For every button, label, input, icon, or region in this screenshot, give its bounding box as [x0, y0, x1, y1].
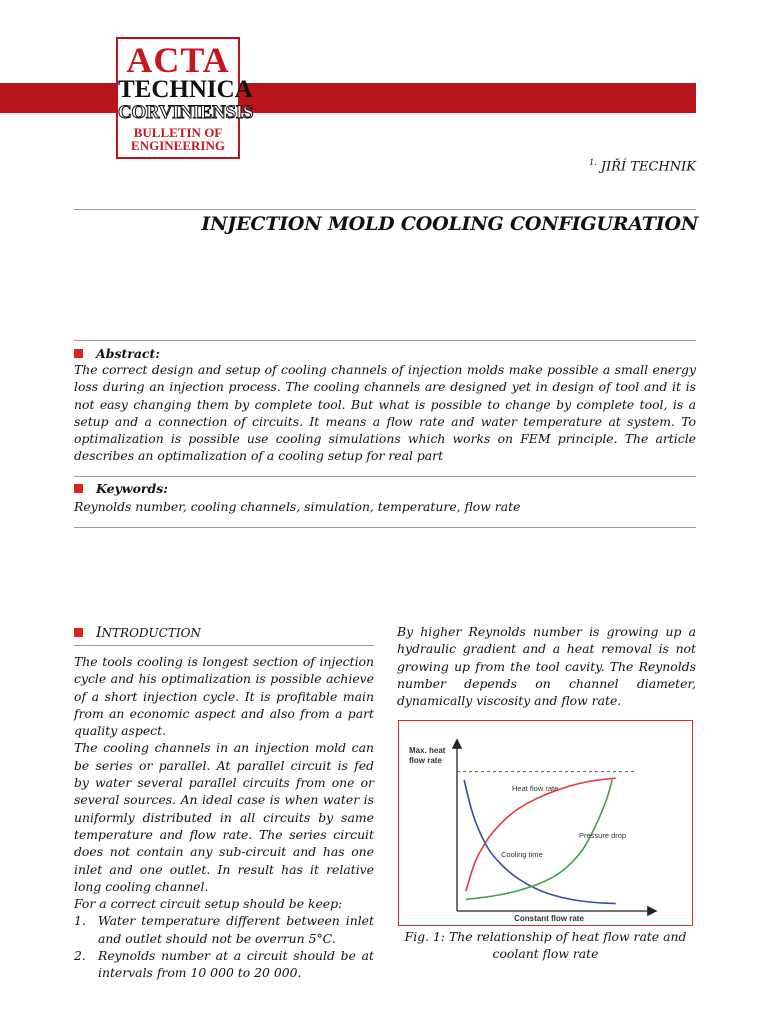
- divider: [74, 645, 374, 646]
- series-label-heat-flow-rate: Heat flow rate: [512, 784, 559, 793]
- introduction-heading-rest: NTRODUCTION: [101, 626, 201, 640]
- header-red-bar: [0, 83, 696, 113]
- logo-bulletin: [118, 126, 238, 152]
- figure-frame: [398, 720, 693, 926]
- keywords-label: Keywords:: [96, 481, 168, 496]
- bullet-square-icon: [74, 484, 83, 493]
- divider: [74, 527, 696, 528]
- figure-caption: Fig. 1: The relationship of heat flow rate and coolant flow rate: [404, 929, 687, 962]
- intro-paragraph-2: The cooling channels in an injection mold can be series or parallel. At parallel circuit is fed by water several parallel circuits from one or several sources. An ideal case is when water is uniformly distributed in all circuits by same temperature and flow rate. The series circuit does not contain any sub-circuit and has one inlet and one outlet. In result has it relative long cooling channel.: [74, 740, 374, 894]
- intro-paragraph-3: For a correct circuit setup should be keep:: [74, 896, 343, 912]
- divider: [74, 340, 696, 341]
- introduction-heading: [96, 625, 201, 641]
- x-axis-label: Constant flow rate: [514, 914, 584, 923]
- list-item-text: Water temperature different between inlet and outlet should not be overrun 5°C.: [98, 913, 374, 946]
- author-superscript: 1.: [589, 158, 597, 167]
- author-name: JIŘÍ TECHNIK: [600, 159, 696, 175]
- logo-corviniensis: CORVINIENSIS: [118, 102, 254, 123]
- abstract-label: Abstract:: [96, 346, 160, 361]
- right-column-paragraph: By higher Reynolds number is growing up a hydraulic gradient and a heat removal is not growing up from the tool cavity. The Reynolds number depends on channel diameter, dynamically viscosity and flow rate.: [397, 624, 696, 709]
- article-title: INJECTION MOLD COOLING CONFIGURATION: [201, 213, 698, 235]
- bullet-square-icon: [74, 628, 83, 637]
- abstract-text: The correct design and setup of cooling channels of injection molds make possible a small energy loss during an injection process. The cooling channels are designed yet in design of tool and it is not easy changing them by complete tool. But what is possible to change by complete tool, is a setup and a connection of circuits. It means a flow rate and water temperature at system. To optimalization is possible use cooling simulations which works on FEM principle. The article describes an optimalization of a cooling setup for real part: [74, 362, 696, 464]
- series-label-pressure-drop: Pressure drop: [579, 831, 627, 840]
- intro-paragraph-1: The tools cooling is longest section of injection cycle and his optimalization is possible achieve of a short injection cycle. It is profitable main from an economic aspect and also from a part quality aspect.: [74, 654, 374, 739]
- introduction-heading-initial: I: [96, 625, 102, 641]
- list-item: [74, 912, 374, 947]
- setup-rules-list: [74, 912, 374, 981]
- journal-logo: [116, 37, 254, 159]
- list-item-number: 1.: [74, 913, 86, 929]
- list-item: [74, 947, 374, 982]
- logo-acta: ACTA: [126, 40, 230, 80]
- logo-technica: TECHNICA: [118, 76, 253, 103]
- list-item-number: 2.: [74, 948, 86, 964]
- divider: [74, 476, 696, 477]
- author-line: [560, 158, 696, 174]
- keywords-text: Reynolds number, cooling channels, simulation, temperature, flow rate: [74, 499, 521, 514]
- logo-bulletin-line1: BULLETIN OF: [133, 125, 223, 140]
- y-axis-label-line2: flow rate: [409, 756, 442, 765]
- divider: [74, 209, 696, 210]
- introduction-body: [74, 653, 374, 982]
- series-label-cooling-time: Cooling time: [501, 850, 543, 859]
- y-axis-label-line1: Max. heat: [409, 746, 446, 755]
- list-item-text: Reynolds number at a circuit should be at intervals from 10 000 to 20 000.: [98, 948, 374, 981]
- bullet-square-icon: [74, 349, 83, 358]
- heat-flow-chart: [399, 721, 691, 924]
- logo-bulletin-line2: ENGINEERING: [131, 138, 225, 153]
